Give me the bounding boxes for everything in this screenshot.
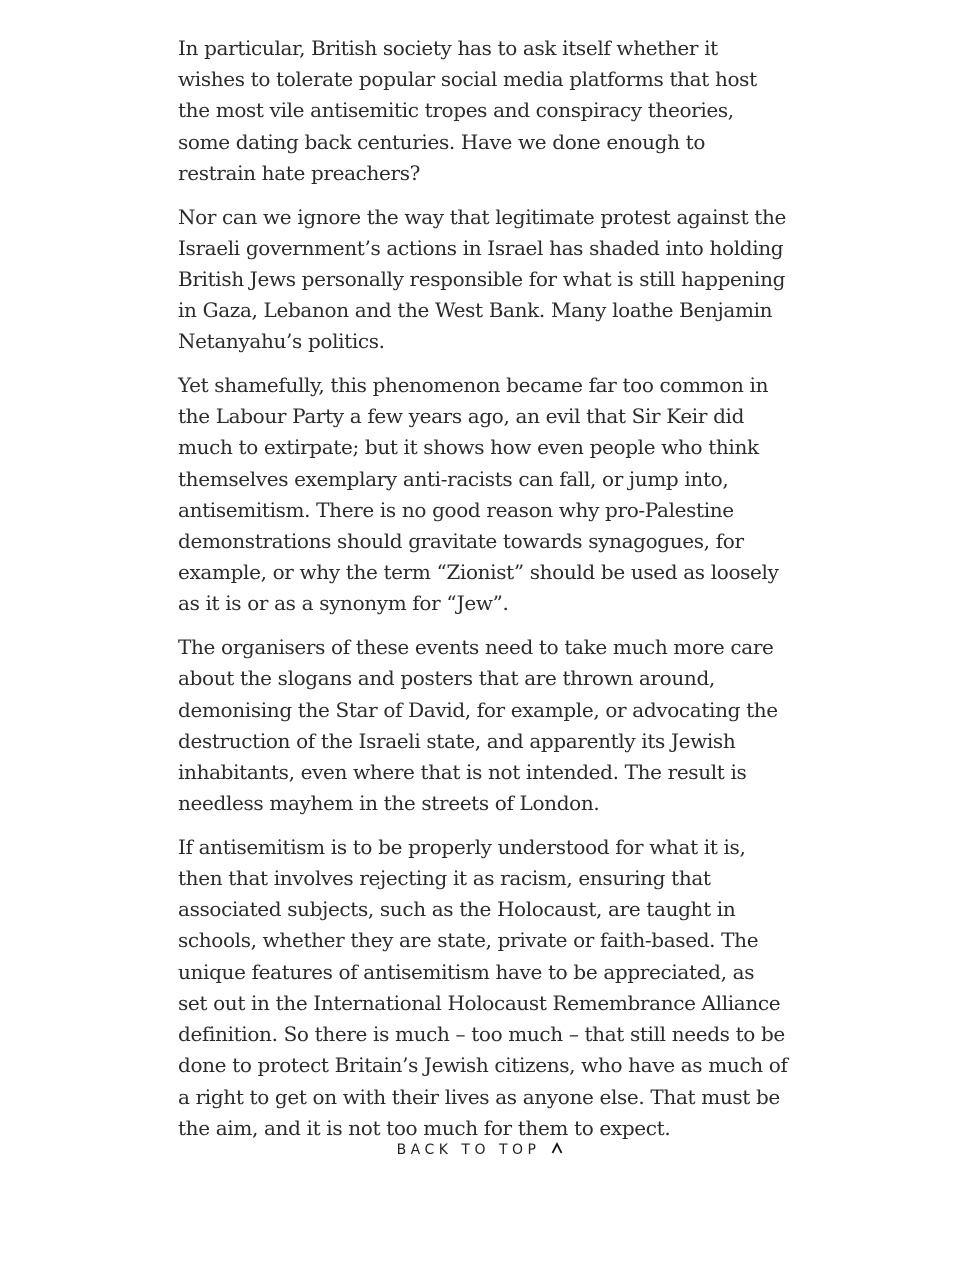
article-paragraph: If antisemitism is to be properly understood for what it is, then that involves rejecting it as racism, ensuring that associated subjects, such as the Holocaust, are taught in schools, whether they are state, private or faith-based. The unique features of antisemitism have to be appreciated, as set out in the International Holocaust Remembrance Alliance definition. So there is much – too much – that still needs to be done to protect Britain’s Jewish citizens, who have as much of a right to get on with their lives as anyone else. That must be the aim, and it is not too much for them to expect. xyxy=(178,834,788,1140)
article-paragraph: In particular, British society has to ask itself whether it wishes to tolerate popular social media platforms that host the most vile antisemitic tropes and conspiracy theories, some dating back centuries. Have we done enough to restrain hate preachers? xyxy=(178,36,757,185)
back-to-top-link[interactable] xyxy=(0,1142,960,1158)
article-body xyxy=(178,33,788,1156)
article-paragraph: Nor can we ignore the way that legitimate protest against the Israeli government’s actions in Israel has shaded into holding British Jews personally responsible for what is still happening in Gaza, Lebanon and the West Bank. Many loathe Benjamin Netanyahu’s politics. xyxy=(178,204,786,354)
caret-up-icon xyxy=(551,1142,563,1158)
back-to-top-label: BACK TO TOP xyxy=(396,1142,541,1158)
article-paragraph: Yet shamefully, this phenomenon became far too common in the Labour Party a few years ago, an evil that Sir Keir did much to extirpate; but it shows how even people who think themselves exemplary anti-racists can fall, or jump into, antisemitism. There is no good reason why pro-Palestine demonstrations should gravitate towards synagogues, for example, or why the term “Zionist” should be used as loosely as it is or as a synonym for “Jew”. xyxy=(178,373,779,616)
article-paragraph: The organisers of these events need to take much more care about the slogans and posters that are thrown around, demonising the Star of David, for example, or advocating the destruction of the Israeli state, and apparently its Jewish inhabitants, even where that is not intended. The result is needless mayhem in the streets of London. xyxy=(178,635,778,816)
